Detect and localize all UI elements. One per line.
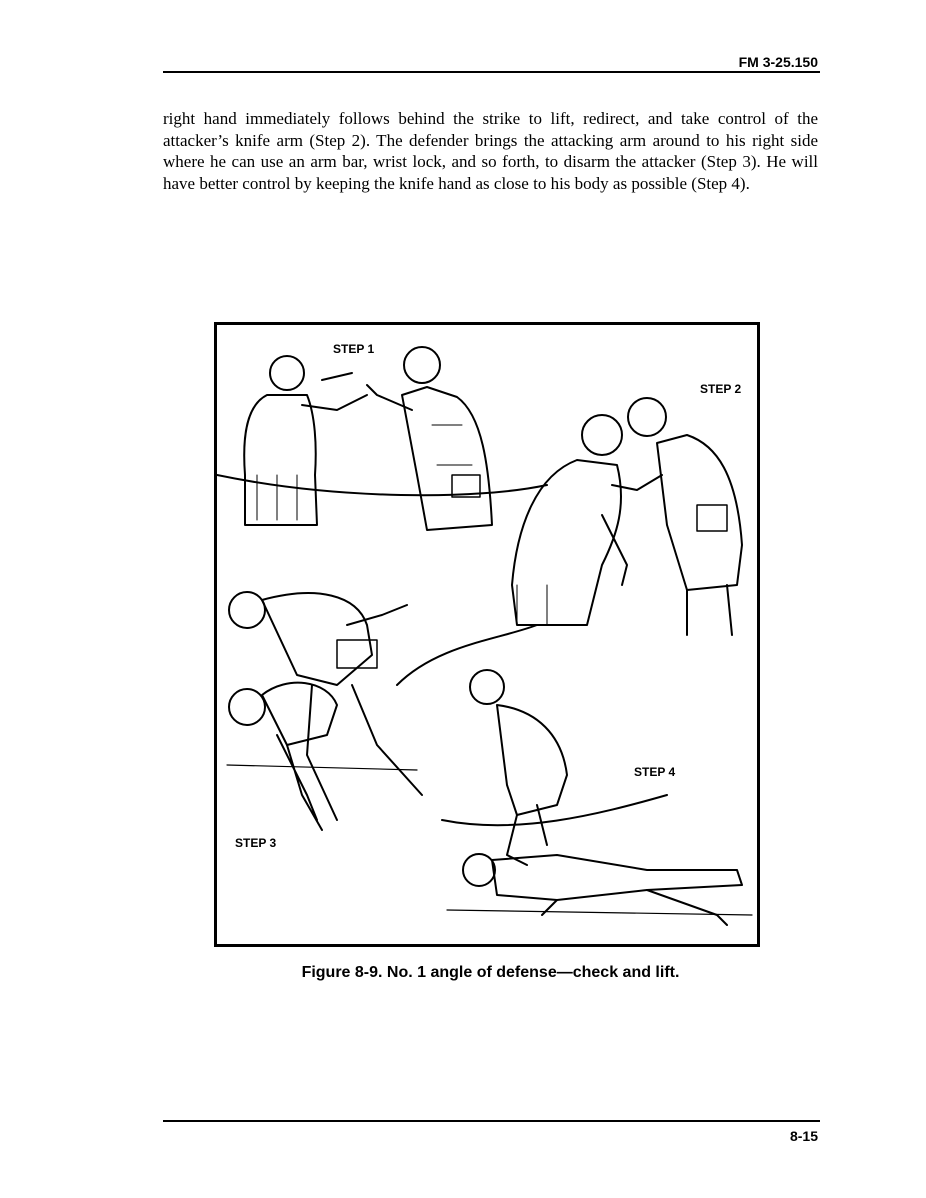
step1-attacker-figure <box>244 356 367 525</box>
sequence-line-1 <box>217 475 547 495</box>
sequence-line-3 <box>442 795 667 825</box>
illustration-drawing <box>217 325 757 944</box>
step-2-label: STEP 2 <box>700 382 742 396</box>
step4-defender-figure <box>470 670 567 865</box>
step3-ground-line <box>227 765 417 770</box>
footer-rule <box>163 1120 820 1122</box>
step3-attacker-figure <box>229 683 337 830</box>
body-paragraph: right hand immediately follows behind the strike to lift, redirect, and take control of the attacker’s knife arm (Step 2). The defender brings the attacking arm around to his right side where he can use an arm bar, wrist lock, and so forth, to disarm the attacker (Step 3). He will have better control by keeping the knife hand as close to his body as possible (Step 4). <box>163 109 818 193</box>
step3-defender-figure <box>229 592 422 820</box>
step1-defender-figure <box>367 347 492 530</box>
step2-defender-figure <box>612 398 742 635</box>
sequence-line-2 <box>397 625 537 685</box>
step2-attacker-figure <box>512 415 627 625</box>
step-3-label: STEP 3 <box>235 836 277 850</box>
page-number: 8-15 <box>789 1128 818 1144</box>
figure-caption: Figure 8-9. No. 1 angle of defense—check and lift. <box>301 964 680 981</box>
manual-id: FM 3-25.150 <box>738 54 818 70</box>
step-1-label: STEP 1 <box>333 342 375 356</box>
step-4-label: STEP 4 <box>634 765 676 779</box>
header-rule <box>163 71 820 73</box>
figure-illustration <box>214 322 760 947</box>
